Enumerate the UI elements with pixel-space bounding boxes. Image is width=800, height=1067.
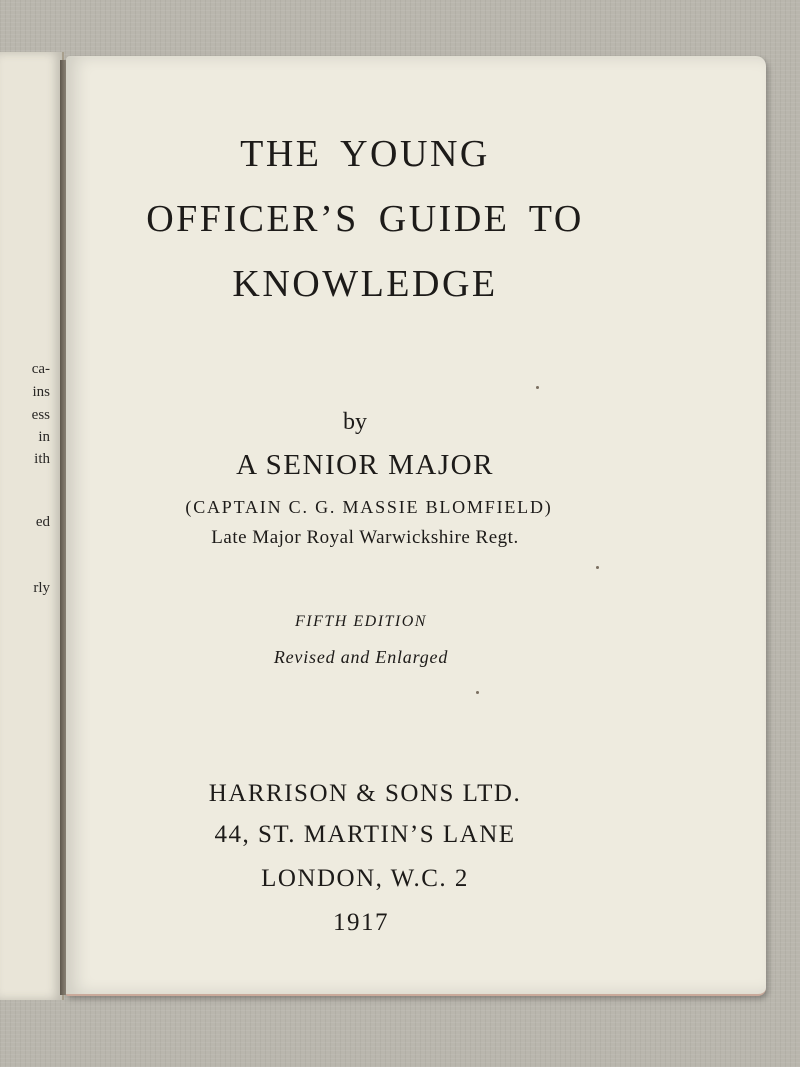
book-title-line-1: THE YOUNG <box>240 133 490 175</box>
publisher-name: HARRISON & SONS LTD. <box>208 780 522 807</box>
publisher-street: 44, ST. MARTIN’S LANE <box>214 821 516 848</box>
author-pseudonym: A SENIOR MAJOR <box>236 449 494 481</box>
book-title-line-3: KNOWLEDGE <box>232 263 498 305</box>
left-page-fragment: ess <box>31 407 50 423</box>
publisher-city: LONDON, W.C. 2 <box>261 865 469 892</box>
author-rank: Late Major Royal Warwickshire Regt. <box>211 527 519 548</box>
edition-label: FIFTH EDITION <box>295 613 427 630</box>
book-title-line-2: OFFICER’S GUIDE TO <box>146 198 584 240</box>
publication-year: 1917 <box>333 909 389 936</box>
by-line: by <box>343 409 367 435</box>
left-page-fragment: ith <box>34 451 50 467</box>
author-real-name: (CAPTAIN C. G. MASSIE BLOMFIELD) <box>185 497 553 517</box>
left-page-fragment: in <box>38 429 50 445</box>
left-page-fragment: rly <box>33 580 50 596</box>
left-page-fragment: ed <box>35 514 50 530</box>
edition-note: Revised and Enlarged <box>273 647 449 667</box>
left-page-fragment: ins <box>32 384 50 400</box>
left-page-fragment: ca- <box>31 361 50 377</box>
